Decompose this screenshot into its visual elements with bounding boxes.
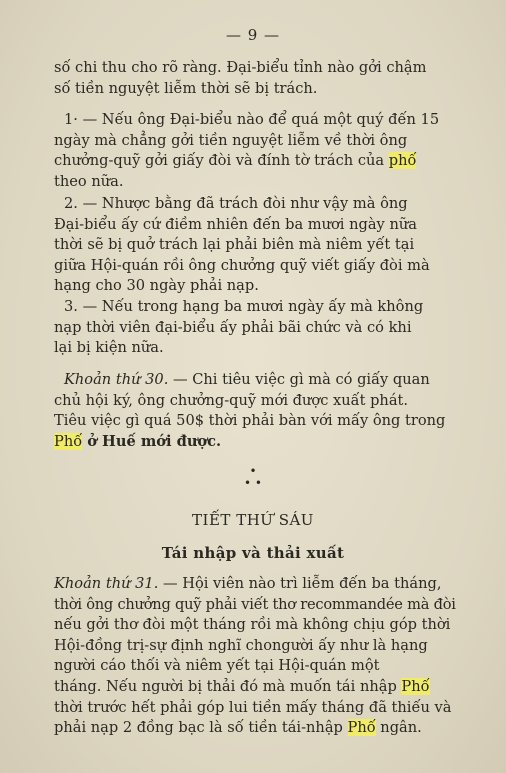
text-line	[54, 432, 456, 453]
text-line: 2. — Nhược bằng đã trách đòi như vậy mà ông	[64, 195, 408, 212]
text-line: số tiền nguyệt liễm thời sẽ bị trách.	[54, 79, 318, 97]
text-line: giữa Hội-quán rồi ông chưởng quỹ viết giấy đòi mà	[54, 256, 430, 274]
paragraph-article-31	[54, 574, 456, 739]
paragraph-clause-1	[54, 110, 456, 192]
text-line	[54, 574, 456, 595]
text-line: hạng cho 30 ngày phải nạp.	[54, 277, 259, 295]
text-segment: ngân.	[375, 719, 422, 737]
highlighted-word: Phố	[54, 432, 83, 450]
text-segment: chưởng-quỹ gởi giấy đòi và đính tờ trách của	[54, 152, 389, 170]
text-line: nếu gởi thơ đòi một tháng rồi mà không chịu góp thời	[54, 616, 451, 634]
text-line	[54, 677, 456, 698]
text-line: thời ông chưởng quỹ phải viết thơ recommandée mà đòi	[54, 595, 456, 613]
text-segment: — Hội viên nào trì liễm đến ba tháng,	[158, 575, 442, 592]
text-line: người cáo thối và niêm yết tại Hội-quán một	[54, 657, 380, 675]
text-line: Đại-biểu ấy cứ điềm nhiên đến ba mươi ngày nữa	[54, 215, 417, 233]
section-title: TIẾT THỨ SÁU	[192, 511, 314, 529]
text-line: lại bị kiện nữa.	[54, 339, 164, 357]
text-line: 3. — Nếu trong hạng ba mươi ngày ấy mà không	[64, 298, 424, 315]
highlighted-word: Phố	[347, 719, 376, 737]
asterism-bottom: • •	[244, 476, 262, 490]
text-line	[54, 151, 456, 172]
paragraph-article-30	[54, 370, 456, 452]
text-line	[54, 718, 456, 739]
page-number: — 9 —	[225, 26, 281, 44]
text-line: theo nữa.	[54, 172, 124, 190]
text-line	[54, 370, 456, 391]
article-heading: Khoản thứ 30.	[64, 371, 169, 388]
highlighted-word: Phố	[401, 677, 430, 695]
text-line: Tiêu việc gì quá 50$ thời phải bàn với mấy ông trong	[54, 412, 446, 430]
paragraph-clause-2	[54, 194, 456, 297]
text-line: thời trước hết phải góp lui tiền mấy tháng đã thiếu và	[54, 698, 452, 716]
text-line: thời sẽ bị quở trách lại phải biên mà niêm yết tại	[54, 236, 415, 254]
asterism-top: •	[249, 464, 257, 478]
article-heading: Khoản thứ 31.	[54, 575, 159, 592]
text-segment: tháng. Nếu người bị thải đó mà muốn tái nhập	[54, 677, 402, 695]
subsection-title: Tái nhập và thải xuất	[161, 544, 345, 562]
paragraph-clause-3	[54, 297, 456, 359]
text-line: ngày mà chẳng gởi tiền nguyệt liễm về thời ông	[54, 131, 408, 149]
text-line: Hội-đồng trị-sự định nghĩ chongười ấy như là hạng	[54, 636, 428, 654]
text-line: nạp thời viên đại-biểu ấy phải bãi chức và có khi	[54, 318, 412, 336]
text-line: 1· — Nếu ông Đại-biểu nào để quá một quý đến 15	[64, 111, 440, 128]
paragraph-intro	[54, 58, 456, 99]
text-segment: phải nạp 2 đồng bạc là số tiền tái-nhập	[54, 719, 348, 737]
text-line: số chi thu cho rõ ràng. Đại-biểu tỉnh nào gởi chậm	[54, 59, 427, 76]
highlighted-word: phố	[388, 152, 417, 170]
text-segment: — Chi tiêu việc gì mà có giấy quan	[168, 371, 430, 388]
text-segment: ở Huế mới được.	[82, 432, 222, 450]
text-line: chủ hội ký, ông chưởng-quỹ mới được xuất phát.	[54, 391, 409, 409]
